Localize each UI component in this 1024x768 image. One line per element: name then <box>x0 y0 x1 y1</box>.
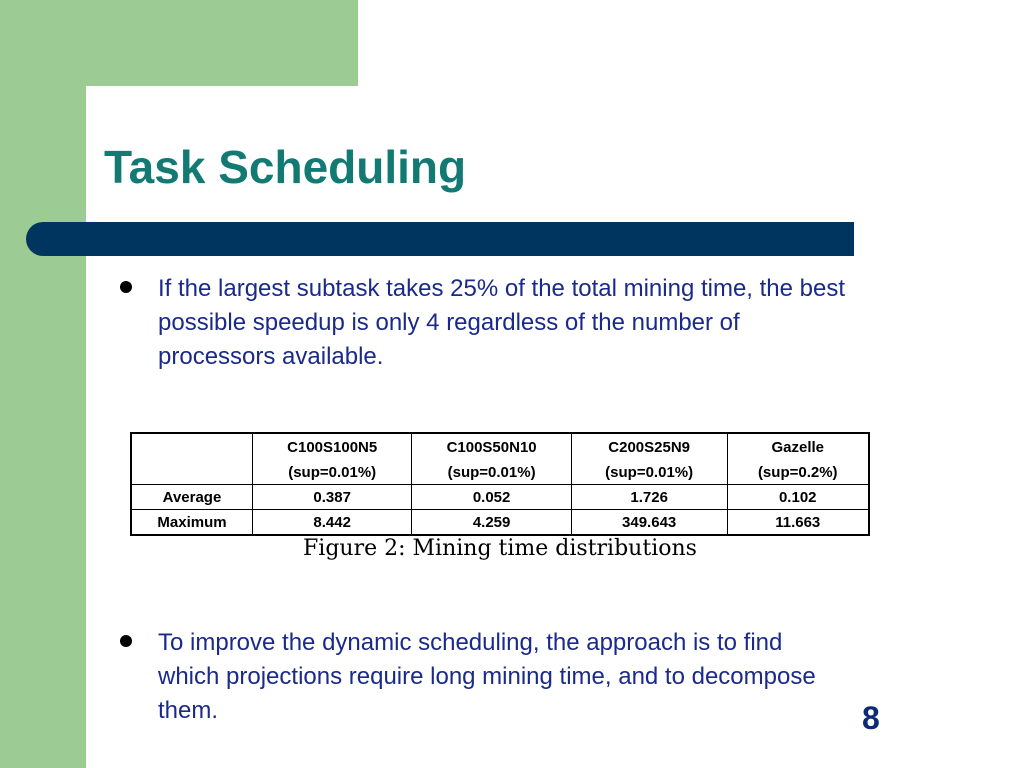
table-row <box>131 510 869 536</box>
table-cell: 349.643 <box>571 510 727 536</box>
table-cell: 1.726 <box>571 485 727 510</box>
slide-title: Task Scheduling <box>104 141 467 193</box>
top-band <box>0 0 358 86</box>
bullet-icon <box>120 635 132 647</box>
table-cell: 0.102 <box>727 485 869 510</box>
column-header: Gazelle <box>727 433 869 460</box>
bullet-icon <box>120 281 132 293</box>
table-header-row <box>131 433 869 460</box>
table-row <box>131 485 869 510</box>
table-cell: 0.387 <box>253 485 412 510</box>
table-cell: 11.663 <box>727 510 869 536</box>
table-cell: 8.442 <box>253 510 412 536</box>
bullet-text-1: If the largest subtask takes 25% of the total mining time, the best possible speedup is only 4 regardless of the number of processors available. <box>158 275 846 370</box>
column-header: C100S50N10 <box>412 433 571 460</box>
bullet-item-2 <box>120 626 850 728</box>
row-label: Average <box>131 485 253 510</box>
column-support: (sup=0.2%) <box>727 460 869 485</box>
mining-time-table <box>130 432 870 536</box>
table-cell: 0.052 <box>412 485 571 510</box>
table-support-row <box>131 460 869 485</box>
column-support: (sup=0.01%) <box>253 460 412 485</box>
column-header: C100S100N5 <box>253 433 412 460</box>
column-header: C200S25N9 <box>571 433 727 460</box>
bullet-item-1 <box>120 272 850 374</box>
table-cell: 4.259 <box>412 510 571 536</box>
support-empty-cell <box>131 460 253 485</box>
figure-caption: Figure 2: Mining time distributions <box>303 536 697 561</box>
bullet-text-2: To improve the dynamic scheduling, the approach is to find which projections require long mining time, and to decompose them. <box>158 629 816 724</box>
page-number: 8 <box>862 700 880 736</box>
row-label: Maximum <box>131 510 253 536</box>
column-support: (sup=0.01%) <box>412 460 571 485</box>
sidebar-band <box>0 0 86 768</box>
column-support: (sup=0.01%) <box>571 460 727 485</box>
title-underline-bar <box>26 222 854 256</box>
header-empty-cell <box>131 433 253 460</box>
